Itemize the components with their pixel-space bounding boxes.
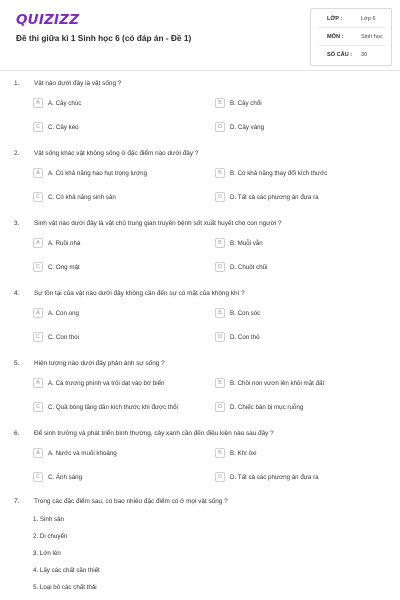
question-text: Trong các đặc điểm sau, có bao nhiêu đặc điểm có ở mọi vật sống ? — [34, 498, 228, 505]
option-letter-box: A — [33, 308, 43, 318]
option-text: D. Cây vàng — [230, 123, 265, 131]
option-text: D. Con thỏ — [230, 333, 260, 341]
option-text: D. Chuột chũi — [230, 263, 268, 271]
option-text: D. Tất cả các phương án đưa ra — [230, 193, 319, 201]
option-letter-box: C — [33, 402, 43, 412]
option-text: C. Ánh sáng — [48, 473, 83, 481]
option-letter-box: B — [215, 238, 225, 248]
option-text: A. Ruồi nhà — [48, 239, 81, 247]
list-item: 2. Di chuyển — [33, 533, 68, 540]
meta-value: Lớp 6 — [361, 16, 376, 22]
option-text: C. Quả bóng tăng dần kích thước khi được thổi — [48, 403, 178, 411]
option-letter-box: A — [33, 378, 43, 388]
list-item: 1. Sinh sản — [33, 516, 64, 523]
question-text: Sự tồn tại của vật nào dưới đây không cần đến sự có mặt của không khí ? — [34, 290, 245, 297]
page-title: Đề thi giữa kì 1 Sinh học 6 (có đáp án - Đề 1) — [16, 33, 192, 43]
question-number: 2. — [14, 150, 20, 157]
option-text: A. Nước và muối khoáng — [48, 449, 117, 457]
list-item: 3. Lớn lên — [33, 550, 61, 557]
option-letter-box: D — [215, 192, 225, 202]
option-letter-box: A — [33, 98, 43, 108]
option-letter-box: C — [33, 332, 43, 342]
option-letter-box: C — [33, 262, 43, 272]
option-letter-box: B — [215, 308, 225, 318]
option-text: A. Có khả năng hao hụt trọng lượng — [48, 169, 148, 177]
list-item: 5. Loại bỏ các chất thải — [33, 584, 97, 591]
question-number: 6. — [14, 430, 20, 437]
option-letter-box: B — [215, 448, 225, 458]
option-text: A. Cây chúc — [48, 99, 82, 107]
quizizz-logo: QUIZIZZ — [16, 12, 80, 28]
meta-label: LỚP : — [327, 16, 343, 22]
option-letter-box: D — [215, 262, 225, 272]
option-letter-box: D — [215, 332, 225, 342]
option-letter-box: A — [33, 448, 43, 458]
meta-label: MÔN : — [327, 34, 344, 40]
question-number: 5. — [14, 360, 20, 367]
option-letter-box: D — [215, 122, 225, 132]
option-text: B. Chồi non vươn lên khỏi mặt đất — [230, 379, 325, 387]
meta-divider — [319, 27, 385, 28]
list-item: 4. Lấy các chất cần thiết — [33, 567, 100, 574]
question-number: 3. — [14, 220, 20, 227]
meta-row-question-count — [311, 47, 393, 63]
option-letter-box: C — [33, 472, 43, 482]
question-number: 1. — [14, 80, 20, 87]
option-letter-box: B — [215, 378, 225, 388]
question-number: 4. — [14, 290, 20, 297]
option-letter-box: A — [33, 238, 43, 248]
option-letter-box: B — [215, 168, 225, 178]
worksheet-header — [0, 0, 400, 72]
question-text: Vật nào dưới đây là vật sống ? — [34, 80, 122, 87]
option-text: B. Cây chổi — [230, 99, 262, 107]
option-text: B. Con sóc — [230, 309, 261, 317]
option-letter-box: C — [33, 122, 43, 132]
meta-divider — [319, 45, 385, 46]
question-text: Sinh vật nào dưới đây là vật chủ trung gian truyền bệnh sốt xuất huyết cho con người ? — [34, 220, 282, 227]
option-letter-box: C — [33, 192, 43, 202]
option-letter-box: D — [215, 472, 225, 482]
option-text: C. Cây kéo — [48, 123, 79, 131]
option-text: C. Ong mật — [48, 263, 80, 271]
meta-value: Sinh học — [361, 34, 383, 40]
question-text: Hiện tượng nào dưới đây phản ánh sự sống ? — [34, 360, 165, 367]
option-letter-box: A — [33, 168, 43, 178]
option-text: B. Muỗi vằn — [230, 239, 263, 247]
option-text: C. Con thoi — [48, 333, 79, 341]
meta-label: SỐ CÂU : — [327, 52, 353, 58]
option-text: A. Cá trương phình và trôi dạt vào bờ biển — [48, 379, 165, 387]
option-text: D. Chiếc bàn bị mục ruỗng — [230, 403, 304, 411]
question-text: Vật sống khác vật không sống ở đặc điểm nào dưới đây ? — [34, 150, 199, 157]
meta-value: 30 — [361, 52, 368, 58]
option-text: B. Có khả năng thay đổi kích thước — [230, 169, 328, 177]
option-letter-box: B — [215, 98, 225, 108]
option-text: D. Tất cả các phương án đưa ra — [230, 473, 319, 481]
meta-row-class — [311, 11, 393, 27]
option-text: A. Con ong — [48, 309, 79, 317]
question-text: Để sinh trưởng và phát triển bình thường, cây xanh cần đến điều kiện nào sau đây ? — [34, 430, 274, 437]
option-letter-box: D — [215, 402, 225, 412]
option-text: C. Có khả năng sinh sản — [48, 193, 116, 201]
header-divider — [0, 70, 400, 71]
meta-info-box — [310, 8, 392, 66]
option-text: B. Khí ôxi — [230, 449, 257, 457]
meta-row-subject — [311, 29, 393, 45]
question-number: 7. — [14, 498, 20, 505]
